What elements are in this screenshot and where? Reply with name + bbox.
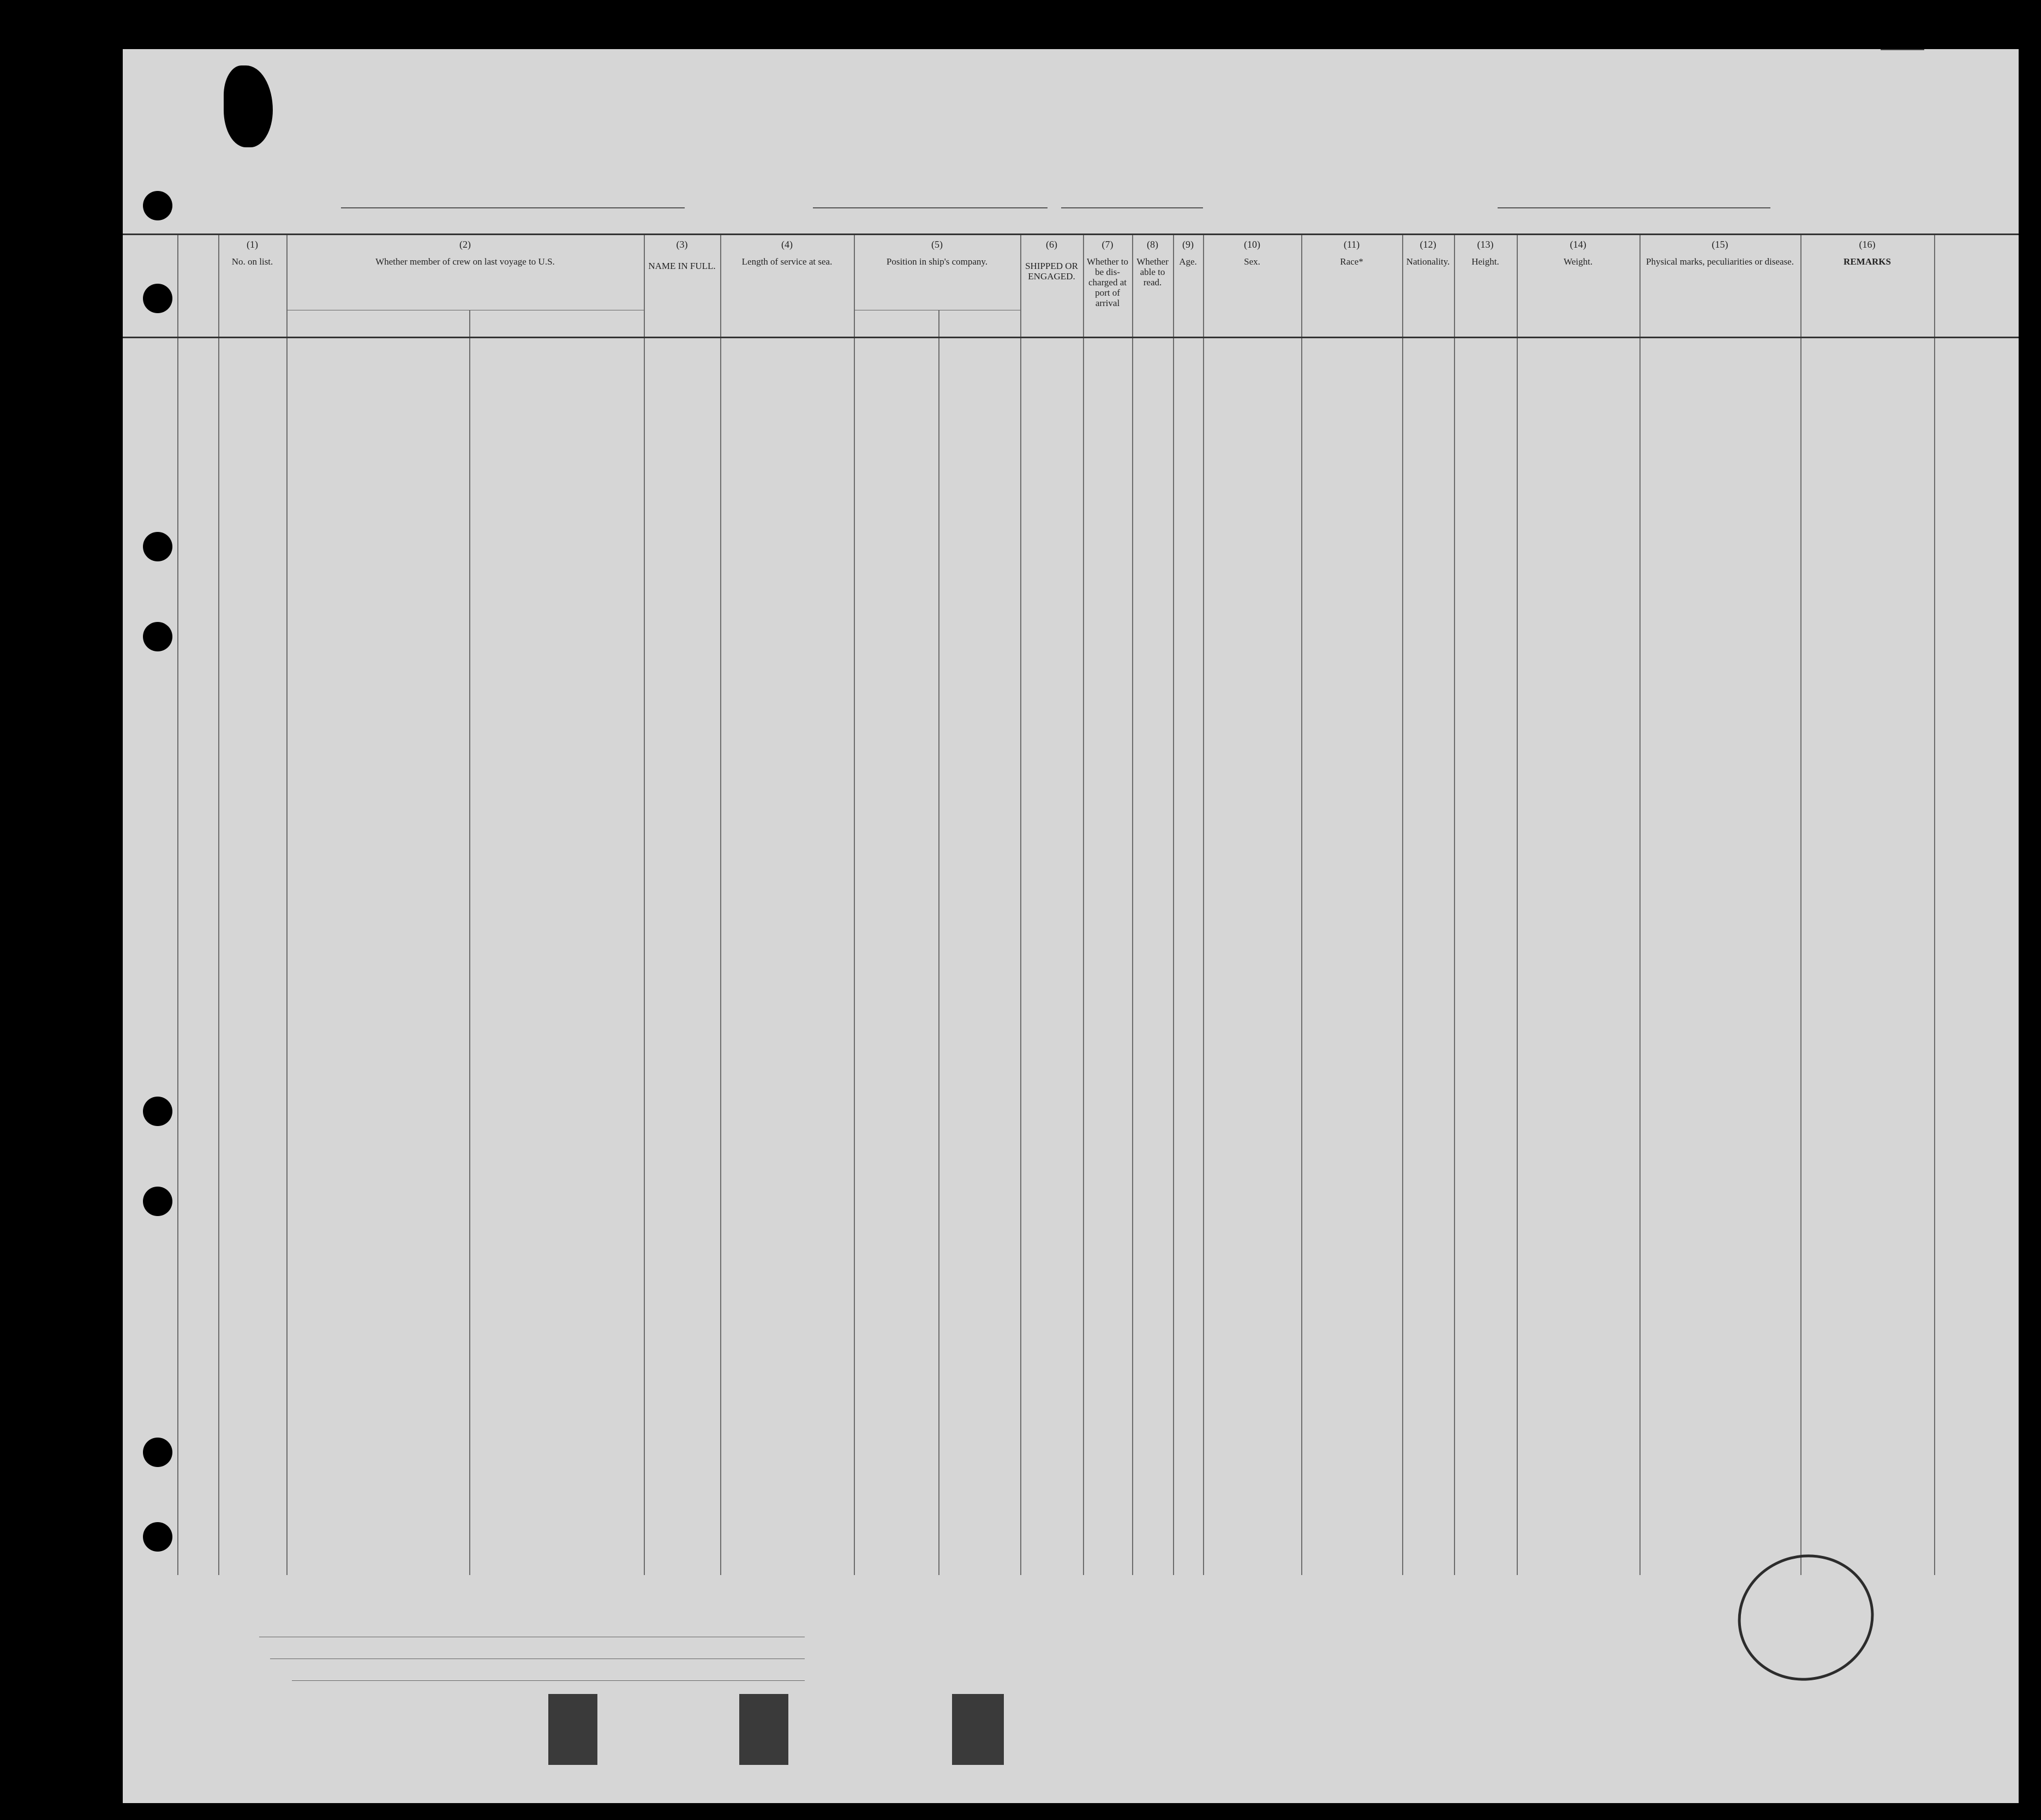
column-header — [1173, 235, 1203, 267]
binder-hole — [143, 284, 172, 313]
column-label: Whether member of crew on last voyage to U.S. — [375, 256, 555, 267]
column-divider — [1402, 235, 1403, 1575]
column-divider — [218, 235, 219, 1575]
crew-table — [123, 234, 2019, 1573]
binder-hole — [143, 1438, 172, 1467]
column-number: (8) — [1147, 239, 1158, 250]
column-number: (9) — [1182, 239, 1194, 250]
column-header — [1301, 235, 1402, 267]
column-label: Whether able to read. — [1136, 256, 1169, 288]
column-header — [218, 235, 286, 267]
column-label: Length of service at sea. — [741, 256, 833, 267]
column-label: Sex. — [1244, 256, 1260, 267]
column-number: (11) — [1343, 239, 1360, 250]
binder-hole — [143, 1187, 172, 1216]
column-number: (15) — [1711, 239, 1728, 250]
binder-hole — [143, 1097, 172, 1126]
column-header — [1132, 235, 1173, 288]
column-number: (12) — [1420, 239, 1437, 250]
column-divider — [1083, 235, 1084, 1575]
binder-hole — [143, 1522, 172, 1552]
column-divider — [286, 235, 288, 1575]
column-divider — [469, 310, 470, 1575]
column-number: (7) — [1102, 239, 1114, 250]
column-label: Position in ship's company. — [886, 256, 988, 267]
column-divider — [1800, 235, 1801, 1575]
column-divider — [1203, 235, 1204, 1575]
column-label: REMARKS — [1844, 256, 1891, 267]
column-divider — [1132, 235, 1133, 1575]
column-header — [644, 235, 720, 271]
manifest-sheet — [123, 49, 2019, 1803]
binder-hole — [143, 532, 172, 561]
thumbprint-patch — [548, 1694, 597, 1765]
column-number: (13) — [1477, 239, 1494, 250]
column-divider — [1934, 235, 1935, 1575]
thumbprint-patch — [739, 1694, 788, 1765]
column-header — [1402, 235, 1454, 267]
column-divider — [854, 235, 855, 1575]
column-label: Nationality. — [1406, 256, 1450, 267]
column-label: Age. — [1179, 256, 1197, 267]
column-label: Physical marks, peculiarities or disease. — [1646, 256, 1794, 267]
column-label: Height. — [1471, 256, 1499, 267]
thumbprint-patch — [952, 1694, 1004, 1765]
sheet-number — [1881, 49, 1924, 50]
column-header — [1203, 235, 1301, 267]
column-number: (14) — [1570, 239, 1587, 250]
column-label: Whether to be dis-charged at port of arrival — [1087, 256, 1128, 308]
column-header — [1517, 235, 1639, 267]
column-header — [854, 235, 1020, 267]
column-header — [1639, 235, 1800, 267]
column-number: (6) — [1046, 239, 1057, 250]
column-label: NAME IN FULL. — [648, 261, 716, 271]
column-number: (5) — [931, 239, 943, 250]
column-label: No. on list. — [231, 256, 273, 267]
column-number: (10) — [1244, 239, 1260, 250]
column-number: (3) — [676, 239, 688, 250]
column-divider — [1020, 235, 1021, 1575]
column-number: (2) — [459, 239, 471, 250]
column-divider — [1173, 235, 1174, 1575]
column-divider — [1454, 235, 1455, 1575]
column-header — [1454, 235, 1517, 267]
column-header — [720, 235, 854, 267]
column-header — [286, 235, 644, 267]
column-number: (1) — [247, 239, 258, 250]
column-label: SHIPPED OR ENGAGED. — [1025, 261, 1078, 282]
column-divider — [720, 235, 721, 1575]
binder-hole — [143, 622, 172, 651]
column-divider — [177, 235, 178, 1575]
column-header — [1800, 235, 1934, 267]
column-number: (16) — [1859, 239, 1876, 250]
column-divider — [1517, 235, 1518, 1575]
column-divider — [1301, 235, 1302, 1575]
column-divider — [1639, 235, 1641, 1575]
column-header — [1020, 235, 1083, 282]
column-header — [1083, 235, 1132, 308]
column-label: Race* — [1340, 256, 1363, 267]
binder-hole — [143, 191, 172, 220]
column-number: (4) — [781, 239, 793, 250]
column-divider — [938, 310, 939, 1575]
column-label: Weight. — [1564, 256, 1593, 267]
column-divider — [644, 235, 645, 1575]
